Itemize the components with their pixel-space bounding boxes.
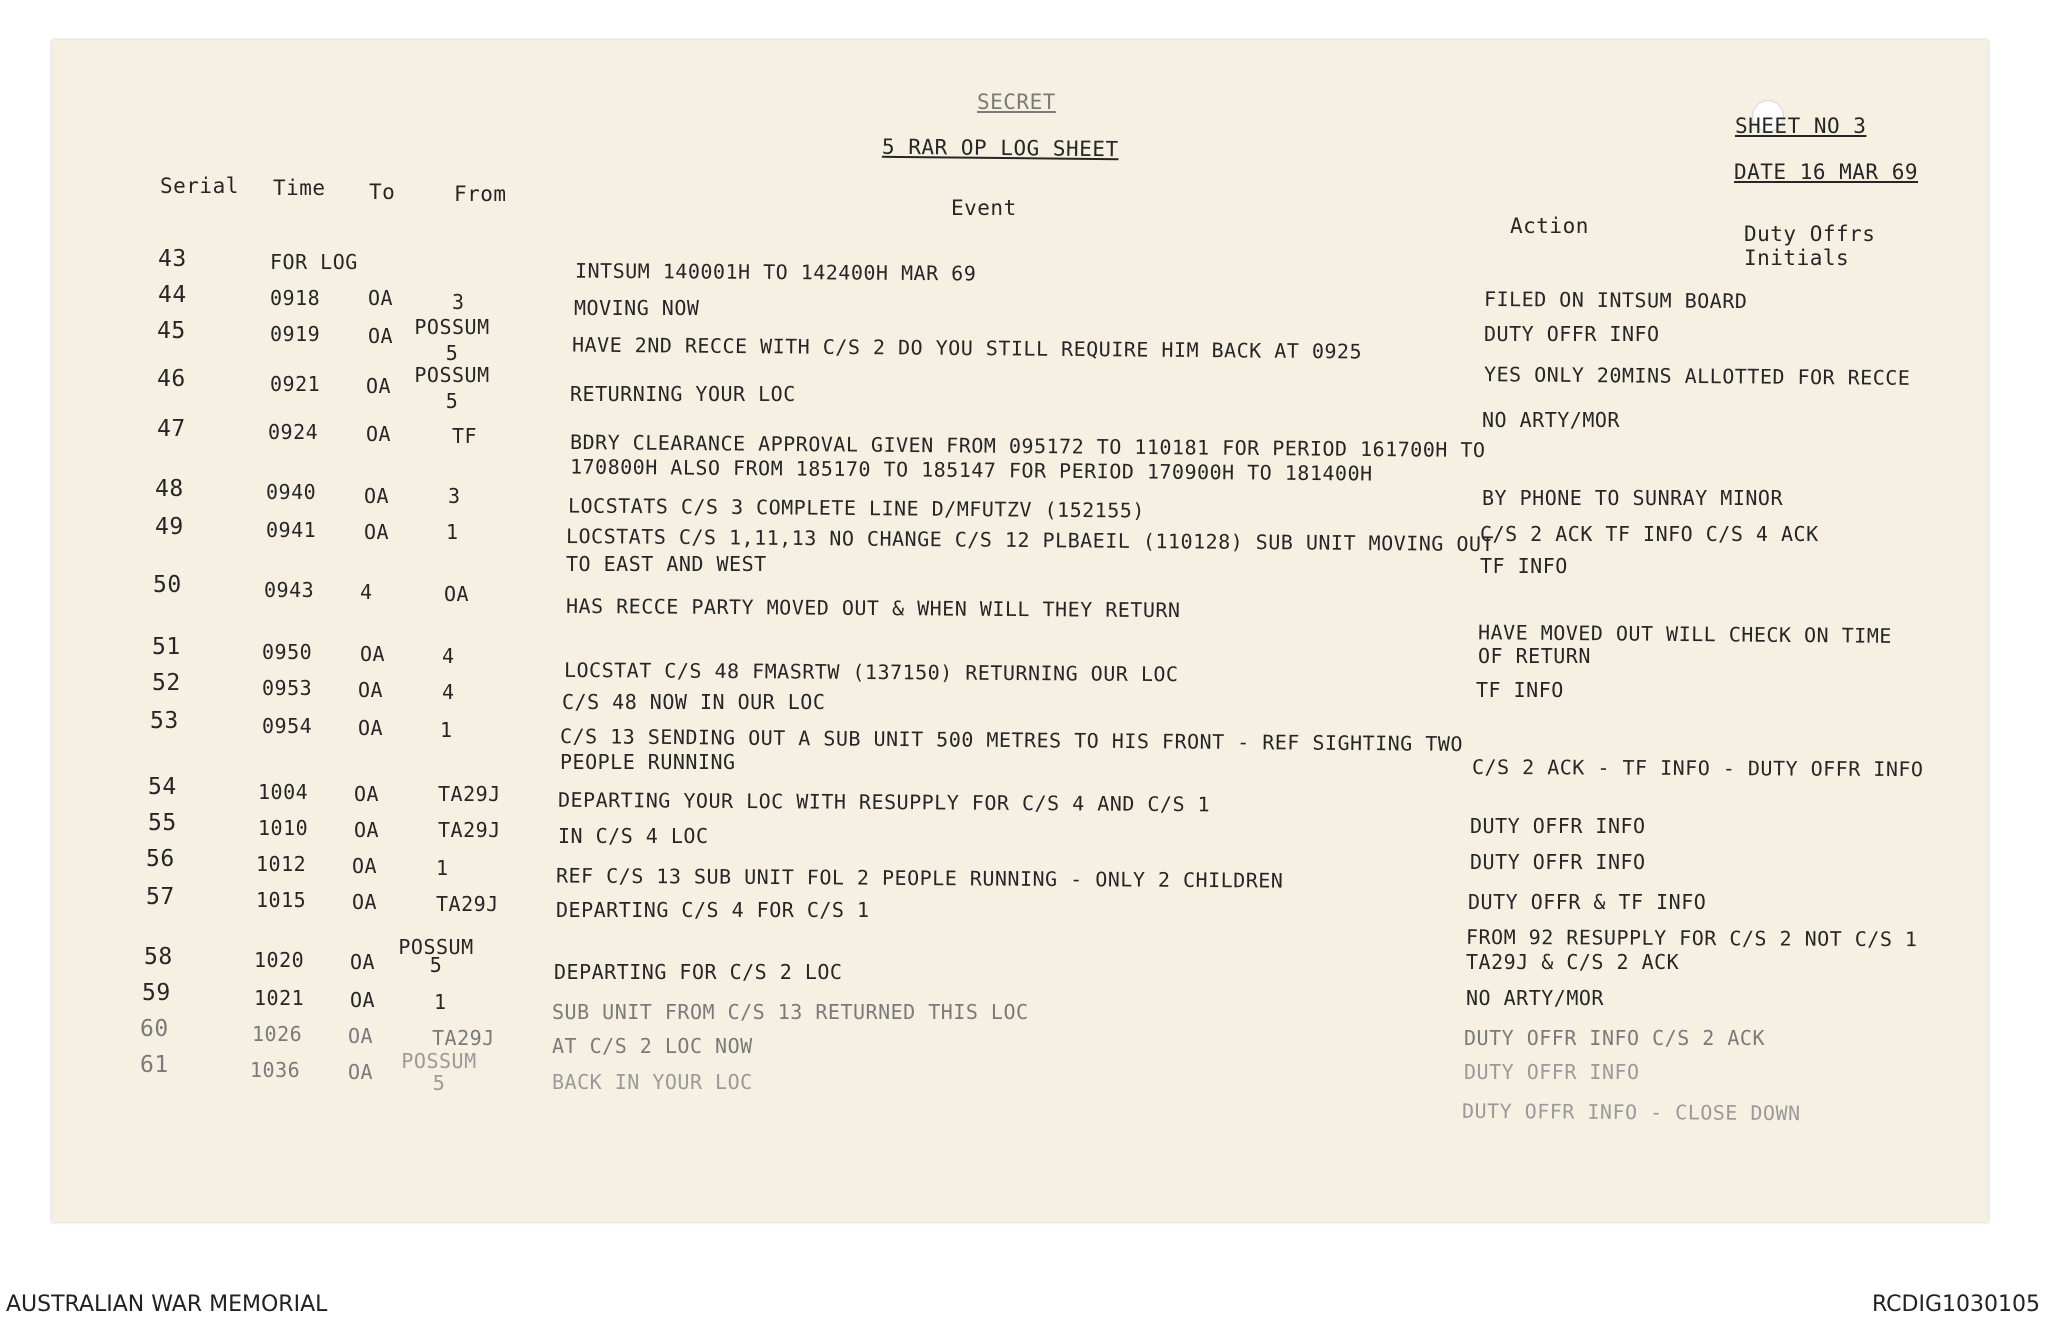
row-from: TA29J [438, 782, 501, 806]
row-time: 0954 [262, 714, 313, 738]
row-action: FILED ON INTSUM BOARD [1483, 286, 1748, 314]
row-from: TA29J [438, 818, 501, 842]
row-from: 1 [446, 520, 459, 544]
row-to: OA [352, 890, 378, 914]
row-serial: 50 [153, 572, 182, 598]
row-event-cont: TO EAST AND WEST [566, 552, 767, 576]
row-action: C/S 2 ACK TF INFO C/S 4 ACK [1480, 522, 1819, 546]
row-to: OA [350, 988, 376, 1012]
row-from: 1 [434, 990, 447, 1014]
row-from: 1 [436, 856, 449, 880]
sheet-title: 5 RAR OP LOG SHEET [881, 134, 1119, 162]
row-time: 0918 [270, 286, 321, 310]
row-action: DUTY OFFR INFO - CLOSE DOWN [1461, 1098, 1801, 1126]
row-time: 0943 [264, 578, 315, 602]
row-serial: 51 [152, 634, 181, 660]
row-from: 3 [452, 290, 465, 314]
row-event: IN C/S 4 LOC [558, 824, 709, 848]
row-action: DUTY OFFR INFO [1464, 1060, 1640, 1084]
row-serial: 57 [146, 884, 175, 910]
row-serial: 60 [140, 1016, 169, 1042]
row-action: TF INFO [1476, 678, 1564, 702]
row-time: FOR LOG [270, 250, 358, 274]
row-event: BACK IN YOUR LOC [552, 1070, 753, 1094]
row-to: OA [358, 716, 384, 740]
row-serial: 43 [158, 246, 187, 272]
row-event: INTSUM 140001H TO 142400H MAR 69 [574, 258, 977, 286]
row-to: OA [364, 484, 390, 508]
row-action: DUTY OFFR INFO [1470, 850, 1646, 874]
row-serial: 54 [148, 774, 177, 800]
row-event: C/S 48 NOW IN OUR LOC [562, 690, 826, 714]
row-serial: 56 [146, 846, 175, 872]
row-serial: 44 [158, 282, 187, 308]
row-from: POSSUM 5 [414, 363, 490, 413]
row-from: TF [452, 424, 478, 448]
row-serial: 53 [150, 708, 179, 734]
row-from: TA29J [436, 892, 499, 916]
row-event: HAS RECCE PARTY MOVED OUT & WHEN WILL THEY RETURN [565, 593, 1181, 623]
row-event: LOCSTATS C/S 3 COMPLETE LINE D/MFUTZV (152155) [567, 493, 1145, 523]
row-event: DEPARTING YOUR LOC WITH RESUPPLY FOR C/S 4 AND C/S 1 [557, 787, 1211, 817]
row-to: OA [358, 678, 384, 702]
row-from: POSSUM 5 [398, 935, 474, 977]
col-duty-offrs: Duty Offrs [1744, 222, 1876, 246]
footer-id: RCDIG1030105 [1871, 1292, 2040, 1317]
row-event-cont: 170800H ALSO FROM 185170 TO 185147 FOR PERIOD 170900H TO 181400H [569, 454, 1373, 486]
row-from: OA [444, 582, 470, 606]
footer-source: AUSTRALIAN WAR MEMORIAL [6, 1292, 328, 1317]
row-event: AT C/S 2 LOC NOW [552, 1034, 753, 1058]
row-serial: 49 [155, 514, 184, 540]
row-event: BDRY CLEARANCE APPROVAL GIVEN FROM 095172 TO 110181 FOR PERIOD 161700H TO [569, 430, 1486, 462]
row-from: POSSUM 5 [401, 1049, 477, 1095]
row-from: POSSUM 5 [414, 315, 490, 365]
row-action: TF INFO [1480, 554, 1568, 578]
row-serial: 45 [157, 318, 186, 344]
row-from: TA29J [432, 1026, 495, 1050]
row-to: OA [354, 818, 380, 842]
classification-mark: SECRET [977, 90, 1056, 114]
row-serial: 58 [144, 944, 173, 970]
row-from: 1 [440, 718, 453, 742]
row-action: BY PHONE TO SUNRAY MINOR [1482, 486, 1783, 510]
row-action: DUTY OFFR INFO C/S 2 ACK [1464, 1026, 1765, 1050]
row-to: OA [348, 1060, 374, 1084]
row-serial: 59 [142, 980, 171, 1006]
row-event: SUB UNIT FROM C/S 13 RETURNED THIS LOC [552, 1000, 1029, 1024]
row-event: MOVING NOW [574, 296, 700, 320]
row-event: REF C/S 13 SUB UNIT FOL 2 PEOPLE RUNNING - ONLY 2 CHILDREN [555, 863, 1284, 893]
row-time: 1036 [250, 1058, 301, 1082]
row-serial: 55 [148, 810, 177, 836]
row-to: OA [368, 286, 394, 310]
col-event: Event [951, 196, 1017, 220]
col-initials: Initials [1744, 246, 1850, 270]
row-time: 1012 [256, 852, 307, 876]
row-action: NO ARTY/MOR [1466, 986, 1604, 1010]
col-serial: Serial [160, 174, 239, 198]
row-action: YES ONLY 20MINS ALLOTTED FOR RECCE [1483, 362, 1911, 390]
row-time: 1015 [256, 888, 307, 912]
row-action: FROM 92 RESUPPLY FOR C/S 2 NOT C/S 1 [1465, 924, 1918, 952]
row-serial: 47 [157, 416, 186, 442]
row-time: 0953 [262, 676, 313, 700]
row-time: 1026 [252, 1022, 303, 1046]
row-action-cont: TA29J & C/S 2 ACK [1466, 950, 1680, 974]
col-from: From [454, 182, 507, 206]
row-event: RETURNING YOUR LOC [570, 382, 796, 406]
row-to: OA [364, 520, 390, 544]
row-to: OA [348, 1024, 374, 1048]
row-time: 0940 [266, 480, 317, 504]
row-time: 0919 [270, 322, 321, 346]
row-time: 1010 [258, 816, 309, 840]
row-time: 0924 [268, 420, 319, 444]
row-to: OA [354, 782, 380, 806]
row-action: DUTY OFFR INFO [1484, 322, 1660, 346]
row-event: LOCSTATS C/S 1,11,13 NO CHANGE C/S 12 PLBAEIL (110128) SUB UNIT MOVING OUT [565, 523, 1495, 557]
row-from: 4 [442, 644, 455, 668]
row-action: DUTY OFFR INFO [1470, 814, 1646, 838]
row-event: DEPARTING FOR C/S 2 LOC [554, 960, 843, 984]
col-to: To [369, 180, 396, 204]
sheet-number: SHEET NO 3 [1735, 114, 1867, 138]
row-action: DUTY OFFR & TF INFO [1468, 890, 1707, 914]
row-action-cont: OF RETURN [1478, 644, 1591, 668]
row-from: 4 [442, 680, 455, 704]
row-to: OA [368, 324, 394, 348]
row-time: 0921 [270, 372, 321, 396]
row-action: NO ARTY/MOR [1482, 408, 1620, 432]
row-event: DEPARTING C/S 4 FOR C/S 1 [556, 898, 870, 922]
row-event: C/S 13 SENDING OUT A SUB UNIT 500 METRES TO HIS FRONT - REF SIGHTING TWO [559, 724, 1464, 756]
row-to: OA [366, 422, 392, 446]
row-to: OA [360, 642, 386, 666]
row-serial: 46 [157, 366, 186, 392]
row-event: HAVE 2ND RECCE WITH C/S 2 DO YOU STILL REQUIRE HIM BACK AT 0925 [571, 332, 1363, 364]
row-serial: 52 [152, 670, 181, 696]
row-from: 3 [448, 484, 461, 508]
row-time: 1020 [254, 948, 305, 972]
row-to: OA [366, 374, 392, 398]
row-action: HAVE MOVED OUT WILL CHECK ON TIME [1477, 620, 1892, 648]
sheet-date: DATE 16 MAR 69 [1734, 160, 1919, 184]
row-time: 1004 [258, 780, 309, 804]
row-action: C/S 2 ACK - TF INFO - DUTY OFFR INFO [1471, 754, 1924, 782]
row-time: 1021 [254, 986, 305, 1010]
row-time: 0941 [266, 518, 317, 542]
row-serial: 48 [155, 476, 184, 502]
row-to: OA [352, 854, 378, 878]
col-action: Action [1510, 214, 1589, 238]
row-time: 0950 [262, 640, 313, 664]
col-time: Time [273, 176, 326, 200]
row-to: 4 [360, 580, 373, 604]
row-to: OA [350, 950, 376, 974]
row-event: LOCSTAT C/S 48 FMASRTW (137150) RETURNING OUR LOC [563, 657, 1179, 687]
row-serial: 61 [140, 1052, 169, 1078]
row-event-cont: PEOPLE RUNNING [560, 750, 736, 774]
